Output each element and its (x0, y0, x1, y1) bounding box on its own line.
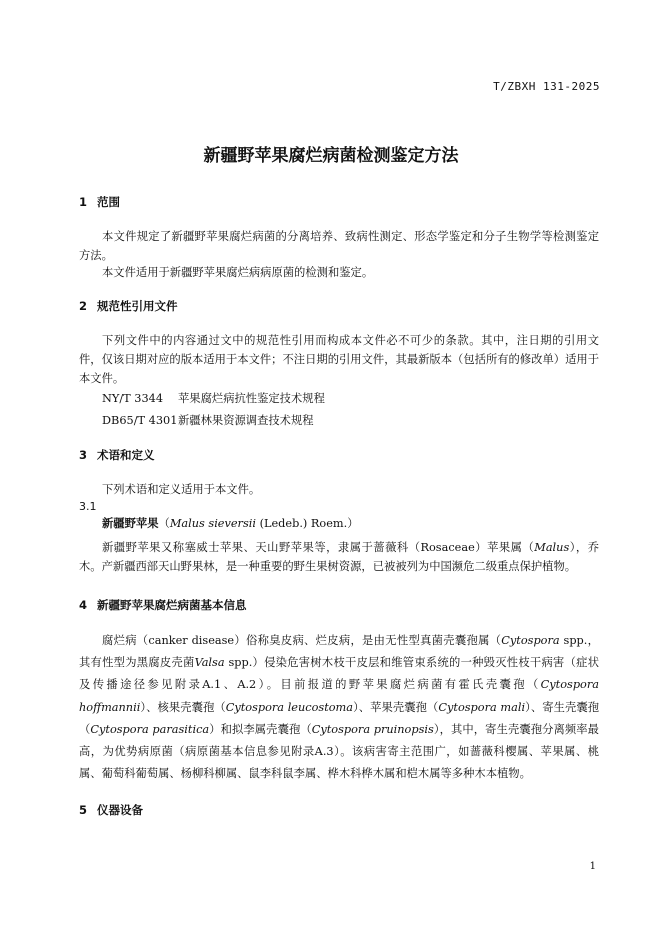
reference-name: 苹果腐烂病抗性鉴定技术规程 (178, 392, 325, 405)
reference-name: 新疆林果资源调查技术规程 (178, 414, 314, 427)
species-name: Cytospora parasitica (90, 722, 210, 736)
term-number: 3.1 (79, 500, 97, 513)
body-text: ），其中，寄生壳囊孢分离频率最高，为优势病原菌（病原菌基本信息参见附录A.3）。该病害寄主范围广，如蔷薇科樱属、苹果属、桃属、葡萄科葡萄属、杨柳科柳属、鼠李科鼠李属、桦木科桦木属和桤木属等多种木本植物。 (79, 722, 599, 781)
section-4-heading (79, 597, 247, 613)
normative-reference (102, 390, 325, 406)
normative-reference (102, 412, 314, 428)
section-1-paragraph-1: 本文件规定了新疆野苹果腐烂病菌的分离培养、致病性测定、形态学鉴定和分子生物学等检测鉴定方法。 (79, 230, 599, 262)
body-text: ）、寄生壳囊孢（ (79, 700, 599, 736)
species-name: Cytospora leucostoma (225, 700, 353, 714)
body-text: ）、苹果壳囊孢（ (353, 700, 439, 714)
section-number: 5 (79, 803, 88, 817)
section-2-heading (79, 298, 178, 314)
body-text: ）、核果壳囊孢（ (140, 700, 226, 714)
genus-name: Malus (534, 541, 570, 554)
section-3-paragraph-1: 下列术语和定义适用于本文件。 (102, 483, 261, 496)
term-definition (79, 538, 599, 576)
section-5-heading (79, 802, 143, 818)
section-title: 新疆野苹果腐烂病菌基本信息 (97, 598, 247, 612)
term-name-latin: Malus sieversii (169, 517, 256, 530)
body-text: spp.）侵染危害树木枝干皮层和维管束系统的一种毁灭性枝干病害（症状及传播途径参见附录A.1、A.2）。目前报道的野苹果腐烂病菌有霍氏壳囊孢（ (79, 656, 599, 692)
document-title: 新疆野苹果腐烂病菌检测鉴定方法 (203, 146, 459, 166)
term-name (102, 515, 359, 531)
reference-code: NY/T 3344 (102, 392, 164, 405)
section-1-paragraph-2: 本文件适用于新疆野苹果腐烂病病原菌的检测和鉴定。 (102, 266, 374, 279)
body-text: 腐烂病（canker disease）俗称臭皮病、烂皮病，是由无性型真菌壳囊孢属（ (102, 634, 502, 647)
section-3-heading (79, 447, 155, 463)
species-name: Cytospora (501, 634, 560, 647)
section-title: 范围 (97, 195, 120, 209)
term-name-chinese: 新疆野苹果 (102, 517, 159, 530)
term-name-open: （ (158, 517, 170, 530)
section-2-paragraph-1: 下列文件中的内容通过文中的规范性引用而构成本文件必不可少的条款。其中，注日期的引用文件，仅该日期对应的版本适用于本文件；不注日期的引用文件，其最新版本（包括所有的修改单）适用于本文件。 (79, 334, 599, 385)
species-name: Valsa (194, 656, 225, 670)
section-4-paragraph-1 (79, 630, 599, 785)
section-title: 术语和定义 (97, 448, 155, 462)
reference-code: DB65/T 4301 (102, 414, 178, 427)
page-number: 1 (589, 861, 596, 872)
section-title: 仪器设备 (97, 803, 143, 817)
section-title: 规范性引用文件 (97, 299, 178, 313)
body-text: spp.，其有性型为黑腐皮壳菌 (79, 634, 599, 670)
standard-code: T/ZBXH 131-2025 (493, 80, 600, 93)
section-number: 3 (79, 448, 88, 462)
section-number: 4 (79, 598, 88, 612)
species-name: Cytospora pruinopsis (311, 722, 434, 736)
section-1-heading (79, 194, 120, 210)
definition-text: 新疆野苹果又称塞威士苹果、天山野苹果等，隶属于蔷薇科（Rosaceae）苹果属（ (102, 541, 535, 554)
definition-text: ），乔木。产新疆西部天山野果林，是一种重要的野生果树资源，已被被列为中国濒危二级重点保护植物。 (79, 541, 599, 573)
body-text: ）和拟李属壳囊孢（ (209, 722, 312, 736)
species-name: Cytospora mali (438, 700, 526, 714)
term-name-authority: (Ledeb.) Roem.） (255, 517, 359, 530)
species-name: Cytospora hoffmannii (79, 678, 599, 714)
section-number: 1 (79, 195, 88, 209)
section-number: 2 (79, 299, 88, 313)
